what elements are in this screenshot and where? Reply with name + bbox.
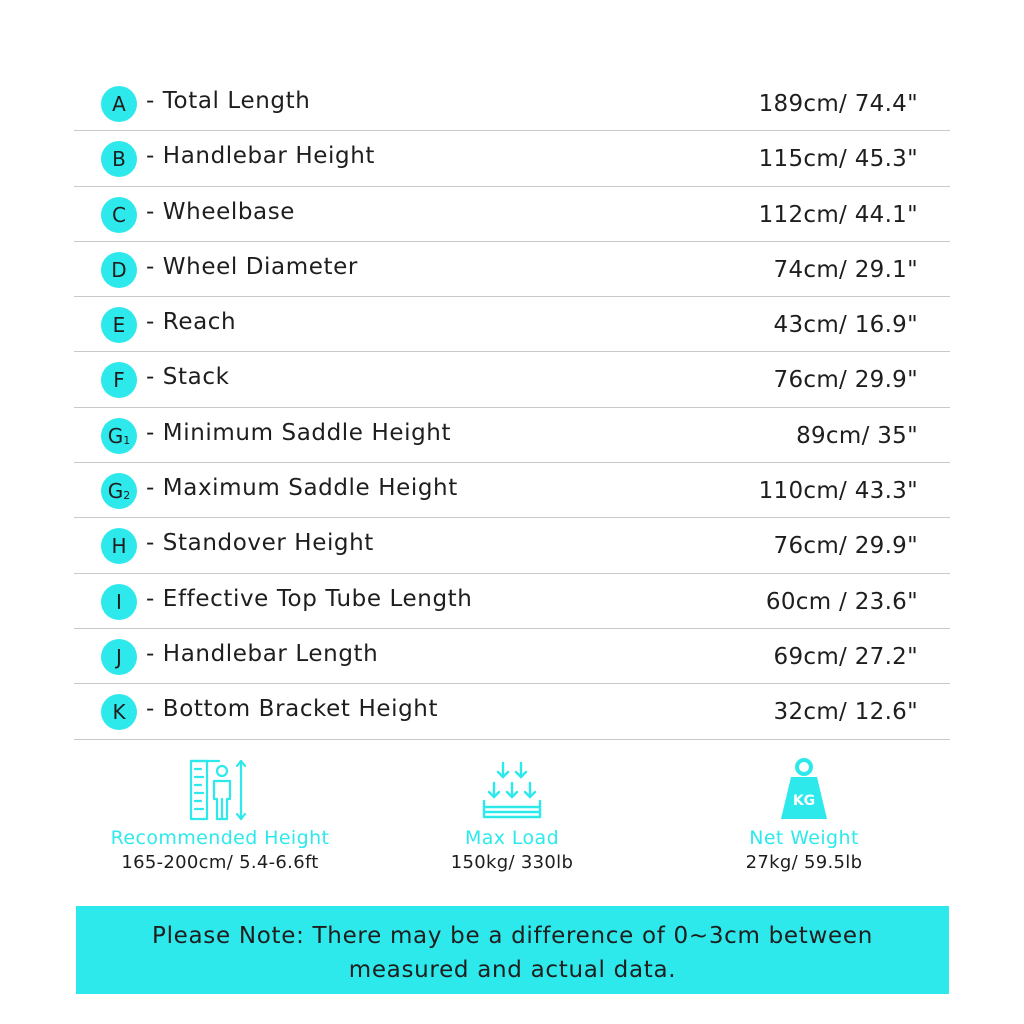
stats-section: [74, 755, 950, 885]
stat-recommended-height: [74, 755, 366, 873]
stat-title: Recommended Height: [110, 827, 330, 849]
badge-h: H: [101, 528, 137, 564]
spec-label: - Handlebar Length: [146, 640, 379, 667]
badge-b: B: [101, 141, 137, 177]
note-line-1: Please Note: There may be a difference of 0~3cm between: [152, 923, 873, 949]
spec-label: - Standover Height: [146, 530, 374, 557]
badge-i: I: [101, 584, 137, 620]
person-height-icon: [185, 755, 255, 823]
spec-row-handlebar-height: [74, 131, 950, 186]
spec-row-wheel-diameter: [74, 242, 950, 297]
spec-value: 76cm/ 29.9": [773, 367, 918, 394]
stat-title: Max Load: [464, 827, 560, 849]
stat-net-weight: [658, 755, 950, 873]
spec-row-min-saddle-height: [74, 408, 950, 463]
spec-value: 89cm/ 35": [796, 422, 918, 449]
spec-label: - Reach: [146, 309, 237, 336]
stat-value: 165-200cm/ 5.4-6.6ft: [121, 852, 319, 873]
spec-row-top-tube-length: [74, 574, 950, 629]
badge-d: D: [101, 252, 137, 288]
badge-a: A: [101, 86, 137, 122]
spec-value: 189cm/ 74.4": [758, 91, 918, 117]
spec-row-total-length: [74, 76, 950, 131]
spec-label: - Maximum Saddle Height: [146, 475, 458, 502]
spec-label: - Stack: [146, 364, 230, 391]
spec-value: 43cm/ 16.9": [773, 312, 918, 339]
weight-kg-label: KG: [792, 793, 816, 809]
spec-row-stack: [74, 352, 950, 407]
spec-value: 110cm/ 43.3": [758, 478, 918, 505]
spec-table: [74, 76, 950, 740]
badge-f: F: [101, 362, 137, 398]
spec-label: - Wheelbase: [146, 198, 296, 225]
badge-e: E: [101, 307, 137, 343]
stat-value: 27kg/ 59.5lb: [745, 852, 863, 873]
badge-j: J: [101, 639, 137, 675]
spec-value: 112cm/ 44.1": [758, 201, 918, 228]
max-load-icon: [477, 755, 547, 823]
weight-kg-icon: [769, 755, 839, 823]
spec-row-reach: [74, 297, 950, 352]
spec-row-max-saddle-height: [74, 463, 950, 518]
spec-value: 60cm / 23.6": [765, 588, 918, 615]
spec-row-handlebar-length: [74, 629, 950, 684]
badge-g1: $G_1$: [101, 418, 137, 454]
spec-row-standover-height: [74, 518, 950, 573]
stat-title: Net Weight: [749, 827, 859, 849]
spec-row-wheelbase: [74, 187, 950, 242]
spec-label: - Minimum Saddle Height: [146, 419, 452, 446]
spec-value: 115cm/ 45.3": [758, 146, 918, 173]
spec-label: - Total Length: [146, 88, 311, 114]
note-line-2: measured and actual data.: [348, 957, 677, 983]
spec-label: - Bottom Bracket Height: [146, 696, 439, 723]
badge-k: K: [101, 694, 137, 730]
spec-label: - Effective Top Tube Length: [146, 585, 473, 612]
spec-label: - Wheel Diameter: [146, 253, 358, 280]
spec-label: - Handlebar Height: [146, 143, 376, 170]
stat-value: 150kg/ 330lb: [450, 852, 574, 873]
note-banner: [76, 906, 949, 994]
badge-g2: $G_2$: [101, 473, 137, 509]
spec-row-bottom-bracket-height: [74, 684, 950, 739]
spec-value: 69cm/ 27.2": [773, 643, 918, 670]
spec-value: 76cm/ 29.9": [773, 533, 918, 560]
badge-c: C: [101, 197, 137, 233]
spec-value: 74cm/ 29.1": [773, 256, 918, 283]
spec-value: 32cm/ 12.6": [773, 699, 918, 726]
stat-max-load: [366, 755, 658, 873]
